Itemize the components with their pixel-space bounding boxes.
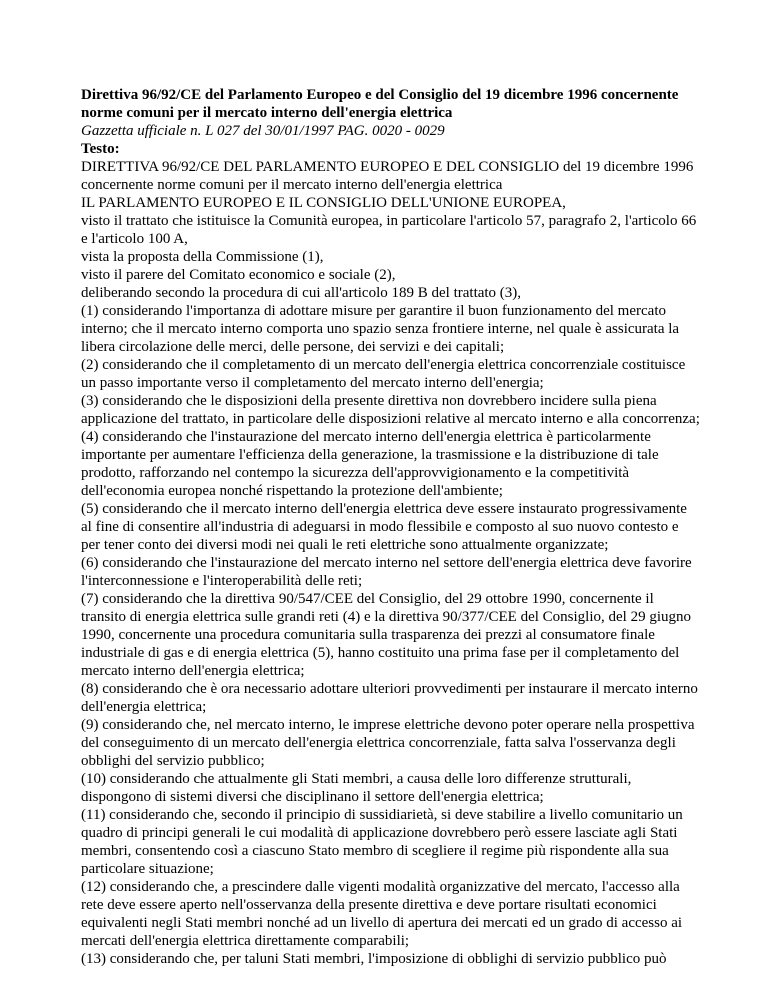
body-text-line: IL PARLAMENTO EUROPEO E IL CONSIGLIO DELL'UNIONE EUROPEA, bbox=[81, 195, 566, 211]
body-text-line: concernente norme comuni per il mercato interno dell'energia elettrica bbox=[81, 177, 503, 193]
body-text-line: libera circolazione delle merci, delle persone, dei servizi e dei capitali; bbox=[81, 339, 505, 355]
body-text-line: (10) considerando che attualmente gli Stati membri, a causa delle loro differenze strutturali, bbox=[81, 771, 632, 787]
body-text-line: (2) considerando che il completamento di un mercato dell'energia elettrica concorrenziale costituisce bbox=[81, 357, 686, 373]
body-text-line: e l'articolo 100 A, bbox=[81, 231, 188, 247]
body-text-line: visto il trattato che istituisce la Comunità europea, in particolare l'articolo 57, paragrafo 2, l'articolo 66 bbox=[81, 213, 697, 229]
body-text-line: equivalenti negli Stati membri nonché ad un livello di apertura dei mercati ed un grado di accesso ai bbox=[81, 915, 683, 931]
body-text-line: (13) considerando che, per taluni Stati membri, l'imposizione di obblighi di servizio pubblico può bbox=[81, 951, 667, 967]
body-text-line: interno; che il mercato interno comporta uno spazio senza frontiere interne, nel quale è assicurata la bbox=[81, 321, 680, 337]
body-text-line: (12) considerando che, a prescindere dalle vigenti modalità organizzative del mercato, l'accesso alla bbox=[81, 879, 680, 895]
body-text-line: al fine di consentire all'industria di adeguarsi in modo flessibile e composto al suo nuovo contesto e bbox=[81, 519, 679, 535]
body-text-line: applicazione del trattato, in particolare delle disposizioni relative al mercato interno e alla concorrenza; bbox=[81, 411, 700, 427]
body-text-line: deliberando secondo la procedura di cui all'articolo 189 B del trattato (3), bbox=[81, 285, 522, 301]
body-text-line: dell'energia elettrica; bbox=[81, 699, 207, 715]
body-text-line: l'interconnessione e l'interoperabilità delle reti; bbox=[81, 573, 363, 589]
body-text-line: (5) considerando che il mercato interno dell'energia elettrica deve essere instaurato progressivamente bbox=[81, 501, 687, 517]
body-text-line: vista la proposta della Commissione (1), bbox=[81, 249, 324, 265]
body-text-line: mercato interno dell'energia elettrica; bbox=[81, 663, 305, 679]
body-text-line: (9) considerando che, nel mercato interno, le imprese elettriche devono poter operare nella prospettiva bbox=[81, 717, 695, 733]
document-page bbox=[81, 86, 721, 968]
body-text-line: (3) considerando che le disposizioni della presente direttiva non dovrebbero incidere sulla piena bbox=[81, 393, 657, 409]
body-text-line: rete deve essere aperto nell'osservanza della presente direttiva e deve portare risultati economici bbox=[81, 897, 657, 913]
body-text-line: (6) considerando che l'instaurazione del mercato interno nel settore dell'energia elettrica deve favorire bbox=[81, 555, 692, 571]
document-body bbox=[81, 158, 721, 968]
body-text-line: dell'economia europea nonché rispettando la protezione dell'ambiente; bbox=[81, 483, 503, 499]
body-text-line: (7) considerando che la direttiva 90/547/CEE del Consiglio, del 29 ottobre 1990, concernente il bbox=[81, 591, 654, 607]
body-text-line: industriale di gas e di energia elettrica (5), hanno costituito una prima fase per il completamento del bbox=[81, 645, 680, 661]
body-text-line: un passo importante verso il completamento del mercato interno dell'energia; bbox=[81, 375, 544, 391]
body-text-line: membri, consentendo così a ciascuno Stato membro di scegliere il regime più rispondente alla sua bbox=[81, 843, 669, 859]
body-text-line: importante per aumentare l'efficienza della generazione, la trasmissione e la distribuzione di tale bbox=[81, 447, 659, 463]
body-text-line: quadro di principi generali le cui modalità di applicazione dovrebbero però essere lasciate agli Stati bbox=[81, 825, 678, 841]
document-title-line-2: norme comuni per il mercato interno dell'energia elettrica bbox=[81, 105, 453, 121]
body-text-line: (8) considerando che è ora necessario adottare ulteriori provvedimenti per instaurare il mercato interno bbox=[81, 681, 698, 697]
body-text-line: DIRETTIVA 96/92/CE DEL PARLAMENTO EUROPEO E DEL CONSIGLIO del 19 dicembre 1996 bbox=[81, 159, 694, 175]
body-text-line: (4) considerando che l'instaurazione del mercato interno dell'energia elettrica è particolarmente bbox=[81, 429, 651, 445]
body-text-line: visto il parere del Comitato economico e sociale (2), bbox=[81, 267, 396, 283]
body-text-line: obblighi del servizio pubblico; bbox=[81, 753, 265, 769]
body-text-line: del conseguimento di un mercato dell'energia elettrica concorrenziale, fatta salva l'osservanza degli bbox=[81, 735, 676, 751]
body-text-line: particolare situazione; bbox=[81, 861, 214, 877]
document-title-line-1: Direttiva 96/92/CE del Parlamento Europeo e del Consiglio del 19 dicembre 1996 concernente bbox=[81, 87, 679, 103]
body-text-line: transito di energia elettrica sulle grandi reti (4) e la direttiva 90/377/CEE del Consiglio, del 29 giugno bbox=[81, 609, 691, 625]
gazette-reference: Gazzetta ufficiale n. L 027 del 30/01/1997 PAG. 0020 - 0029 bbox=[81, 123, 445, 139]
testo-label: Testo: bbox=[81, 141, 120, 157]
body-text-line: 1990, concernente una procedura comunitaria sulla trasparenza dei prezzi al consumatore finale bbox=[81, 627, 655, 643]
body-text-line: dispongono di sistemi diversi che disciplinano il settore dell'energia elettrica; bbox=[81, 789, 544, 805]
body-text-line: per tener conto dei diversi modi nei quali le reti elettriche sono attualmente organizzate; bbox=[81, 537, 609, 553]
body-text-line: (11) considerando che, secondo il principio di sussidiarietà, si deve stabilire a livello comunitario un bbox=[81, 807, 683, 823]
body-text-line: prodotto, rafforzando nel contempo la sicurezza dell'approvvigionamento e la competitività bbox=[81, 465, 630, 481]
body-text-line: (1) considerando l'importanza di adottare misure per garantire il buon funzionamento del mercato bbox=[81, 303, 666, 319]
body-text-line: mercati dell'energia elettrica direttamente comparabili; bbox=[81, 933, 410, 949]
